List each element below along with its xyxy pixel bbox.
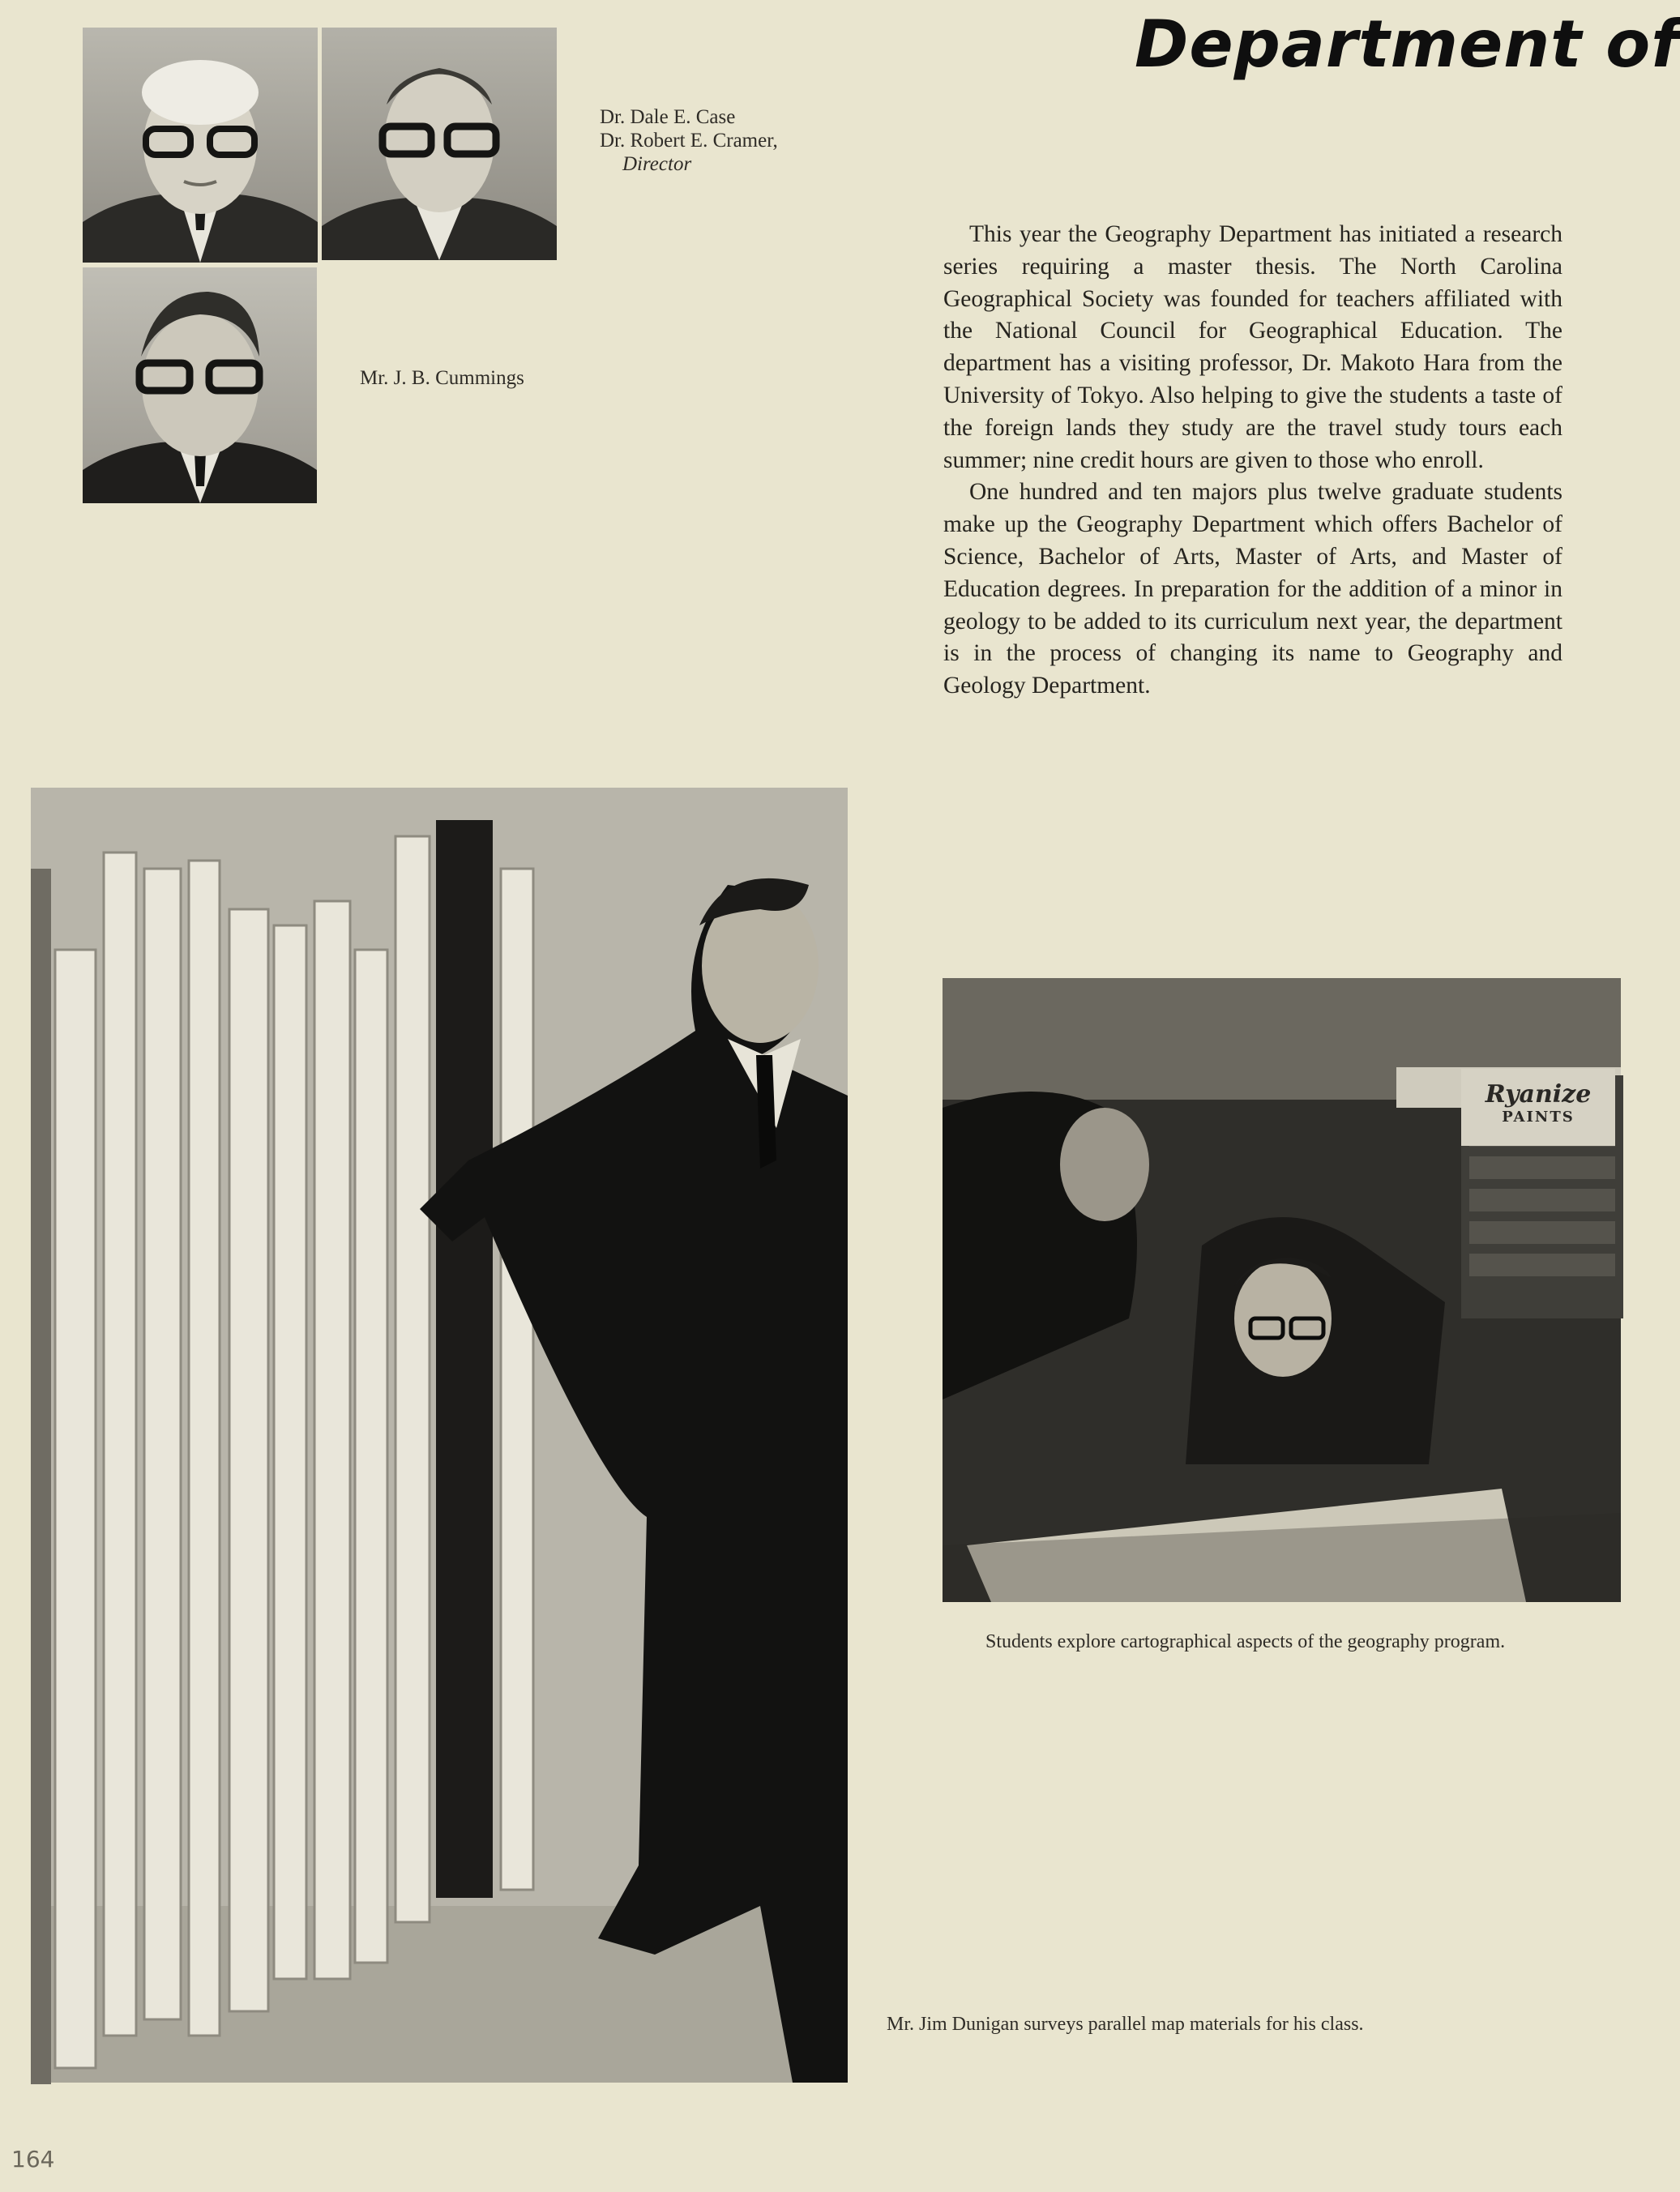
paint-sign-brand: Ryanize <box>1485 1080 1592 1109</box>
portrait-robert-cramer <box>322 28 557 260</box>
faculty-name-cummings: Mr. J. B. Cummings <box>360 367 524 389</box>
page-number: 164 <box>11 2146 55 2173</box>
faculty-caption-top <box>600 105 778 176</box>
page-title: Department of <box>1135 6 1680 82</box>
article-paragraph-1: This year the Geography Department has initiated a research series requiring a master thesis. The North Carolina Geographical Society was founded for teachers affiliated with the National Council for Geographical Education. The department has a visiting professor, Dr. Makoto Hara from the University of Tokyo. Also helping to give the students a taste of the foreign lands they study are the travel study tours each summer; nine credit hours are given to those who enroll. <box>943 221 1562 473</box>
portrait-jb-cummings <box>83 267 317 503</box>
photo-students-map <box>943 978 1621 1602</box>
paint-sign-subtext: PAINTS <box>1502 1109 1575 1126</box>
photo-dunigan-map-rolls <box>31 788 848 2083</box>
article-paragraph-2: One hundred and ten majors plus twelve graduate students make up the Geography Department which offers Bachelor of Science, Bachelor of Arts, Master of Arts, and Master of Education degrees. In preparation for the addition of a minor in geology to be added to its curriculum next year, the department is in the process of changing its name to Geography and Geology Department. <box>943 479 1562 699</box>
photo-dunigan-scene <box>31 788 848 2083</box>
faculty-director-label: Director <box>622 153 692 175</box>
paint-sign <box>1461 1069 1615 1146</box>
faculty-name-cramer: Dr. Robert E. Cramer, <box>600 130 778 152</box>
portrait-dale-case-figure <box>83 28 318 263</box>
article-body <box>943 219 1562 703</box>
portrait-jb-cummings-figure <box>83 267 317 503</box>
dunigan-photo-caption: Mr. Jim Dunigan surveys parallel map materials for his class. <box>887 2014 1364 2035</box>
students-photo-caption: Students explore cartographical aspects of the geography program. <box>985 1631 1506 1652</box>
portrait-dale-case <box>83 28 318 263</box>
faculty-name-case: Dr. Dale E. Case <box>600 106 736 128</box>
portrait-robert-cramer-figure <box>322 28 557 260</box>
